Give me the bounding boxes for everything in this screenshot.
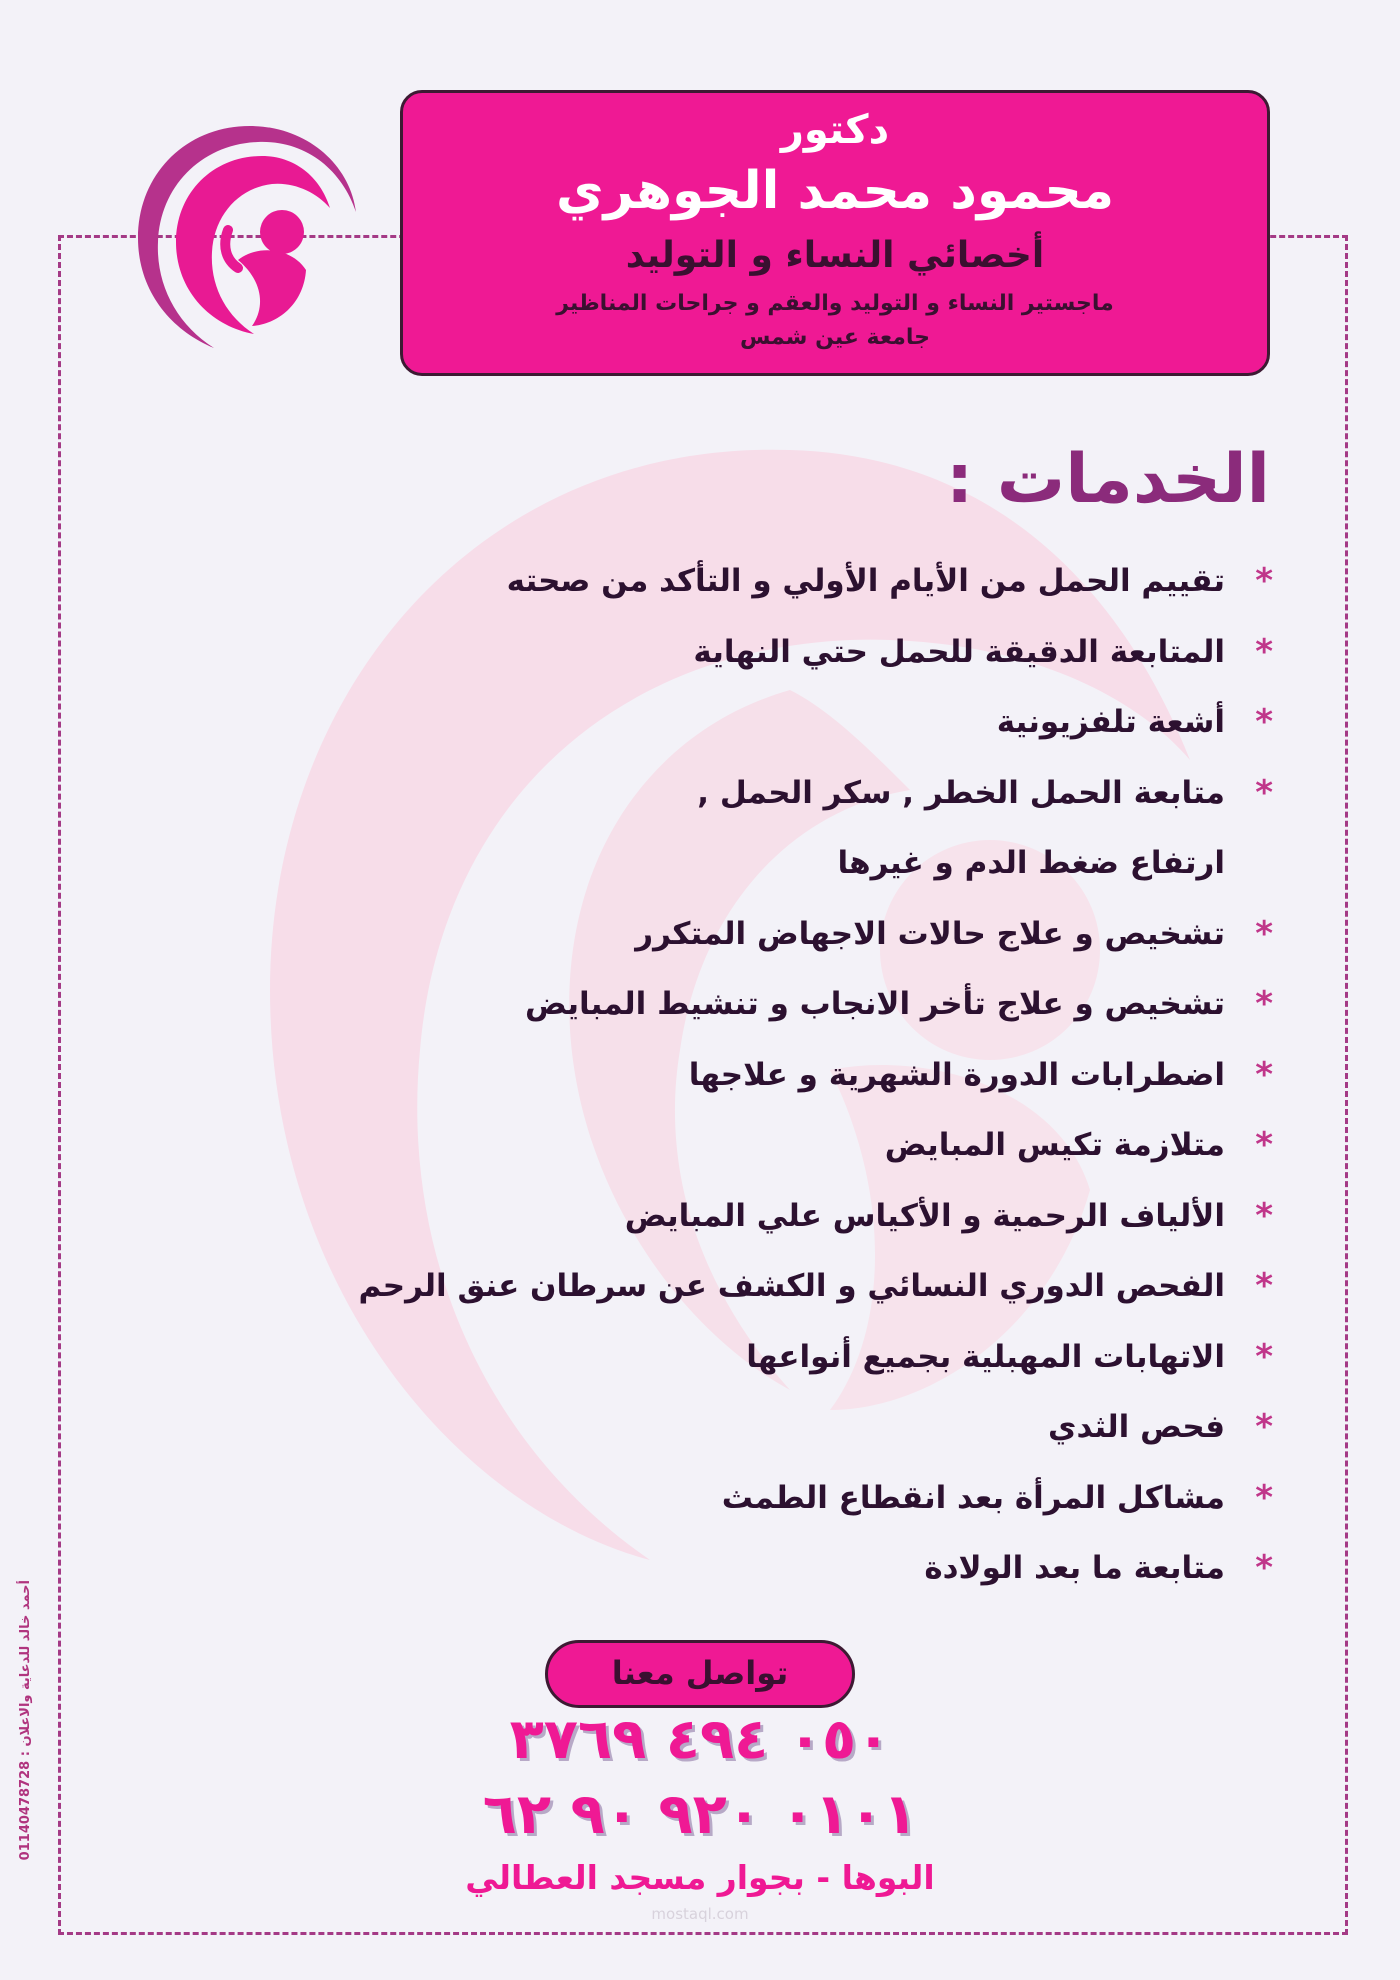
service-text: المتابعة الدقيقة للحمل حتي النهاية [693, 633, 1225, 670]
service-text: مشاكل المرأة بعد انقطاع الطمث [721, 1479, 1225, 1516]
service-text: ارتفاع ضغط الدم و غيرها [837, 845, 1225, 881]
service-item [225, 546, 1273, 617]
bullet-icon: * [1255, 631, 1273, 672]
doctor-title: دكتور [780, 107, 890, 153]
bullet-icon: * [1255, 1195, 1273, 1236]
doctor-university: جامعة عين شمس [739, 325, 931, 350]
service-item [225, 899, 1273, 970]
doctor-name: محمود محمد الجوهري [555, 161, 1115, 221]
service-item [225, 1040, 1273, 1111]
service-text: اضطرابات الدورة الشهرية و علاجها [688, 1056, 1225, 1093]
services-heading: الخدمات : [946, 440, 1270, 519]
bullet-icon: * [1255, 561, 1273, 601]
designer-credit: أحمد خالد للدعاية والاعلان : 01140478728 [18, 1580, 33, 1861]
bullet-icon: * [1255, 772, 1273, 813]
service-text: فحص الثدي [1048, 1409, 1225, 1445]
phone-number-2: ٠١٠١ ٩٢٠ ٩٠ ٦٢ [482, 1782, 918, 1847]
service-item [225, 617, 1273, 688]
contact-us-label: تواصل معنا [545, 1640, 855, 1708]
service-text: الاتهابات المهبلية بجميع أنواعها [746, 1338, 1225, 1375]
bullet-icon: * [1255, 702, 1273, 742]
service-text: متابعة الحمل الخطر , سكر الحمل , [697, 774, 1225, 811]
site-watermark: mostaql.com [651, 1905, 749, 1923]
doctor-header-card [400, 90, 1270, 376]
service-text: الألياف الرحمية و الأكياس علي المبايض [624, 1197, 1225, 1234]
mother-baby-logo-icon [130, 120, 370, 360]
bullet-icon: * [1255, 1336, 1273, 1377]
bullet-icon: * [1255, 1477, 1273, 1518]
service-item [225, 687, 1273, 758]
service-item [225, 1322, 1273, 1393]
service-text: متابعة ما بعد الولادة [924, 1550, 1225, 1586]
bullet-icon: * [1255, 1407, 1273, 1447]
bullet-icon: * [1255, 984, 1273, 1024]
bullet-icon: * [1255, 1054, 1273, 1095]
bullet-icon: * [1255, 1548, 1273, 1588]
phone-number-1: ٠٥٠ ٤٩٤ ٣٧٦٩ [509, 1707, 891, 1772]
bullet-icon: * [1255, 913, 1273, 954]
clinic-address: البوها - بجوار مسجد العطالي [465, 1858, 935, 1897]
service-item [225, 1181, 1273, 1252]
service-item [225, 1392, 1273, 1463]
service-item-continuation [225, 828, 1225, 899]
service-text: تشخيص و علاج حالات الاجهاض المتكرر [635, 915, 1225, 952]
service-item [225, 969, 1273, 1040]
service-item [225, 1533, 1273, 1604]
bullet-icon: * [1255, 1125, 1273, 1165]
doctor-specialty: أخصائي النساء و التوليد [625, 235, 1045, 276]
service-text: تشخيص و علاج تأخر الانجاب و تنشيط المبايض [525, 986, 1225, 1022]
service-item [225, 758, 1273, 829]
service-text: الفحص الدوري النسائي و الكشف عن سرطان عنق الرحم [358, 1268, 1225, 1304]
doctor-degree: ماجستير النساء و التوليد والعقم و جراحات المناظير [556, 291, 1114, 316]
service-item [225, 1110, 1273, 1181]
service-item [225, 1463, 1273, 1534]
service-text: أشعة تلفزيونية [996, 704, 1225, 740]
services-list [225, 546, 1273, 1604]
bullet-icon: * [1255, 1266, 1273, 1306]
service-item [225, 1251, 1273, 1322]
service-text: متلازمة تكيس المبايض [884, 1127, 1225, 1163]
service-text: تقييم الحمل من الأيام الأولي و التأكد من صحته [506, 563, 1225, 599]
